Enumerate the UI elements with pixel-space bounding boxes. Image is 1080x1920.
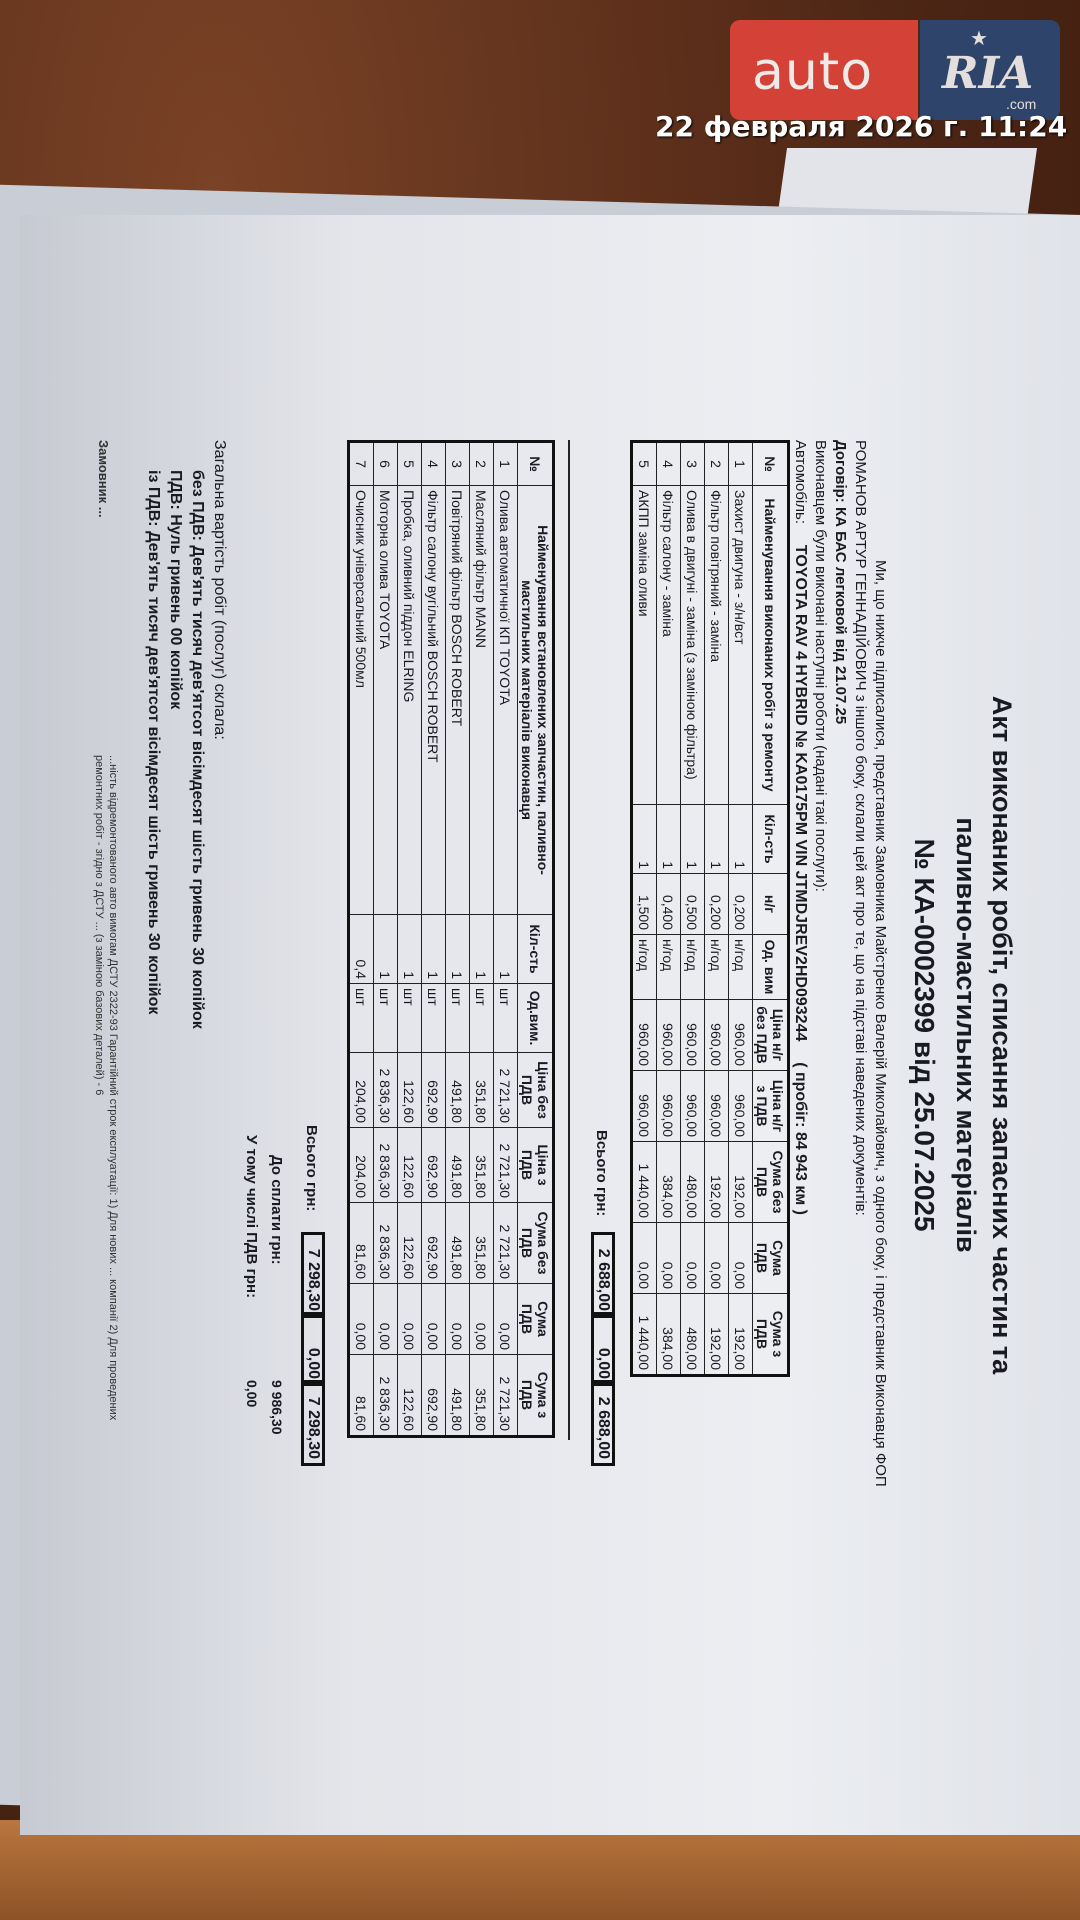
to-pay-label: До сплати грн: [268, 1155, 285, 1265]
cell: 0,00 [446, 1284, 470, 1355]
parts-table [347, 440, 555, 1438]
cell: 0,00 [705, 1223, 729, 1294]
cell: Олива в двигуні - заміна (з заміною фільтра) [681, 486, 705, 805]
cell: 6 [374, 442, 398, 486]
cell: 0,200 [705, 874, 729, 935]
cell: 192,00 [729, 1294, 753, 1376]
watermark-auto-text: auto [752, 42, 874, 102]
cell: 351,80 [470, 1203, 494, 1284]
cell: 692,90 [422, 1053, 446, 1128]
summary-line-3: ПДВ: Нуль гривень 00 копійок [167, 470, 184, 710]
cell: 960,00 [657, 1000, 681, 1071]
parts-col-price-vat: Ціна з ПДВ [518, 1128, 554, 1203]
table-row [705, 442, 729, 1376]
cell: 122,60 [398, 1203, 422, 1284]
cell: 692,90 [422, 1355, 446, 1437]
cell: 3 [446, 442, 470, 486]
photo-timestamp: 22 февраля 2026 г. 11:24 [655, 110, 1068, 143]
parts-col-sum-vat: Сума з ПДВ [518, 1355, 554, 1437]
cell: 960,00 [632, 1071, 657, 1142]
intro-line-2: РОМАНОВ АРТУР ГЕННАДІЙОВИЧ з іншого боку, склали цей акт про те, що на підставі наведених документів: [852, 440, 869, 1216]
cell: 480,00 [681, 1142, 705, 1223]
works-table [630, 440, 790, 1377]
works-total-sum: 2 688,00 [591, 1232, 615, 1318]
document-number: № КА-0002399 від 25.07.2025 [909, 838, 940, 1232]
cell: н/год [681, 935, 705, 1000]
cell: Олива автоматичної КП TOYOTA [494, 486, 518, 915]
cell: 2 [470, 442, 494, 486]
table-row [349, 442, 374, 1437]
intro-line-1: Ми, що нижче підписалися, представник Замовника Майстренко Валерій Миколайович, з одного боку, і представник Виконавця ФОП [872, 560, 889, 1487]
parts-col-qty: Кіл-сть [518, 915, 554, 984]
parts-total-label: Всього грн: [303, 1125, 320, 1212]
works-total-label: Всього грн: [593, 1130, 610, 1217]
car-value: TOYOTA RAV 4 HYBRID № KA0175PM VIN JTMDJREV2HD093244 [792, 544, 809, 1042]
cell: 692,90 [422, 1128, 446, 1203]
cell: 1,500 [632, 874, 657, 935]
parts-col-name: Найменування встановлених запчастин, паливно-мастильних матеріалів виконавця [518, 486, 554, 915]
works-col-name: Найменування виконаних робіт з ремонту [753, 486, 789, 805]
cell: 81,60 [349, 1355, 374, 1437]
cell: 1 440,00 [632, 1294, 657, 1376]
table-row [374, 442, 398, 1437]
cell: 480,00 [681, 1294, 705, 1376]
cell: 2 721,30 [494, 1203, 518, 1284]
cell: 960,00 [705, 1000, 729, 1071]
parts-col-vat: Сума ПДВ [518, 1284, 554, 1355]
cell: 1 [494, 442, 518, 486]
cell: 491,80 [446, 1053, 470, 1128]
cell: 81,60 [349, 1203, 374, 1284]
cell: шт [446, 984, 470, 1053]
cell: 122,60 [398, 1355, 422, 1437]
cell: 960,00 [681, 1071, 705, 1142]
cell: шт [422, 984, 446, 1053]
parts-total-sum-vat: 7 298,30 [301, 1380, 325, 1466]
parts-total-vat: 0,00 [301, 1312, 325, 1386]
table-row [470, 442, 494, 1437]
cell: Фільтр салону - заміна [657, 486, 681, 805]
cell: 5 [632, 442, 657, 486]
cell: 692,90 [422, 1203, 446, 1284]
cell: Захист двигуна - з/н/вст [729, 486, 753, 805]
parts-total-sum: 7 298,30 [301, 1232, 325, 1318]
cell: 351,80 [470, 1053, 494, 1128]
cell: 960,00 [729, 1000, 753, 1071]
cell: 1 [374, 915, 398, 984]
divider [568, 440, 570, 1440]
cell: 192,00 [705, 1142, 729, 1223]
star-icon: ★ [970, 28, 988, 50]
cell: шт [374, 984, 398, 1053]
works-col-sum-vat: Сума з ПДВ [753, 1294, 789, 1376]
parts-col-sum: Сума без ПДВ [518, 1203, 554, 1284]
works-col-hours: н/г [753, 874, 789, 935]
cell: Моторна олива TOYOTA [374, 486, 398, 915]
cell: 122,60 [398, 1128, 422, 1203]
cell: 2 [705, 442, 729, 486]
cell: шт [494, 984, 518, 1053]
cell: 0,00 [422, 1284, 446, 1355]
contract-line: Договір: КА БАС легковой від 21.07.25 [832, 440, 849, 725]
cell: 3 [681, 442, 705, 486]
cell: 2 836,30 [374, 1355, 398, 1437]
cell: шт [398, 984, 422, 1053]
cell: н/год [657, 935, 681, 1000]
table-row [632, 442, 657, 1376]
cell: 1 [705, 805, 729, 874]
watermark-com-text: .com [1006, 96, 1037, 112]
works-col-vat: Сума ПДВ [753, 1223, 789, 1294]
cell: АКПП заміна оливи [632, 486, 657, 805]
cell: 1 440,00 [632, 1142, 657, 1223]
cell: 2 721,30 [494, 1128, 518, 1203]
watermark-auto-panel [730, 20, 918, 120]
cell: 491,80 [446, 1355, 470, 1437]
vat-value: 0,00 [244, 1380, 260, 1408]
cell: 0,4 [349, 915, 374, 984]
cell: Масляний фільтр MANN [470, 486, 494, 915]
cell: 0,00 [681, 1223, 705, 1294]
works-col-unit: Од. вим [753, 935, 789, 1000]
cell: 5 [398, 442, 422, 486]
summary-line-4: із ПДВ: Дев'ять тисяч дев'ятсот вісімдесят шість гривень 30 копійок [145, 470, 162, 1015]
cell: 960,00 [681, 1000, 705, 1071]
signature-label: Замовник ... [96, 440, 111, 518]
summary-line-1: Загальна вартість робіт (послуг) склала: [211, 440, 228, 740]
cell: шт [349, 984, 374, 1053]
cell: 122,60 [398, 1053, 422, 1128]
autoria-watermark [730, 20, 1060, 120]
cell: 1 [681, 805, 705, 874]
cell: 0,00 [657, 1223, 681, 1294]
cell: 351,80 [470, 1128, 494, 1203]
table-row [398, 442, 422, 1437]
summary-line-2: без ПДВ: Дев'ять тисяч дев'ятсот вісімдесят шість гривень 30 копійок [189, 470, 206, 1029]
cell: 1 [470, 915, 494, 984]
document-title [948, 395, 1020, 1675]
cell: 960,00 [705, 1071, 729, 1142]
title-line-1: Акт виконаних робіт, списання запасних частин та [987, 695, 1017, 1375]
cell: 960,00 [729, 1071, 753, 1142]
cell: 1 [729, 442, 753, 486]
document-sheet [20, 215, 1080, 1835]
to-pay-value: 9 986,30 [269, 1380, 285, 1435]
cell: 2 836,30 [374, 1128, 398, 1203]
cell: 0,00 [374, 1284, 398, 1355]
warranty-note: ...ність відремонтованого авто вимогам ДСТУ 2322-93 Гарантійний строк експлуатації: 1) Для нових ... компанії 2) Для проведених ремонтних робіт - згідно з ДСТУ ... (з заміною базових деталей) - 6 [93, 755, 119, 1421]
cell: 7 [349, 442, 374, 486]
watermark-ria-panel [920, 20, 1060, 120]
cell: 0,00 [729, 1223, 753, 1294]
works-col-no: № [753, 442, 789, 486]
table-row [494, 442, 518, 1437]
cell: 384,00 [657, 1142, 681, 1223]
parts-col-price: Ціна без ПДВ [518, 1053, 554, 1128]
cell: 960,00 [657, 1071, 681, 1142]
parts-col-no: № [518, 442, 554, 486]
car-label: Автомобіль: [792, 440, 809, 525]
summary-block [142, 440, 230, 1640]
cell: 4 [657, 442, 681, 486]
cell: 0,00 [494, 1284, 518, 1355]
cell: 0,00 [349, 1284, 374, 1355]
cell: 2 836,30 [374, 1053, 398, 1128]
cell: 1 [422, 915, 446, 984]
table-row [422, 442, 446, 1437]
works-header-row [753, 442, 789, 1376]
works-col-price-vat: Ціна н/г з ПДВ [753, 1071, 789, 1142]
cell: 2 721,30 [494, 1053, 518, 1128]
cell: 204,00 [349, 1128, 374, 1203]
cell: 1 [494, 915, 518, 984]
cell: 2 721,30 [494, 1355, 518, 1437]
cell: 0,00 [398, 1284, 422, 1355]
cell: 1 [398, 915, 422, 984]
table-row [657, 442, 681, 1376]
cell: 1 [657, 805, 681, 874]
cell: 204,00 [349, 1053, 374, 1128]
car-line [790, 440, 810, 1670]
cell: 0,500 [681, 874, 705, 935]
cell: шт [470, 984, 494, 1053]
works-total-sum-vat: 2 688,00 [591, 1380, 615, 1466]
cell: Повітряний фільтр BOSCH ROBERT [446, 486, 470, 915]
table-row [681, 442, 705, 1376]
cell: 491,80 [446, 1203, 470, 1284]
parts-header-row [518, 442, 554, 1437]
cell: 0,00 [470, 1284, 494, 1355]
rotated-document [70, 395, 1020, 1675]
cell: Очисник універсальний 500мл [349, 486, 374, 915]
cell: Фільтр салону вугільний BOSCH ROBERT [422, 486, 446, 915]
cell: н/год [705, 935, 729, 1000]
works-col-price: Ціна н/г без ПДВ [753, 1000, 789, 1071]
table-row [446, 442, 470, 1437]
table-row [729, 442, 753, 1376]
table-edge [0, 1820, 1080, 1920]
cell: 1 [729, 805, 753, 874]
cell: 384,00 [657, 1294, 681, 1376]
cell: 491,80 [446, 1128, 470, 1203]
cell: 0,400 [657, 874, 681, 935]
mileage: ( пробіг: 84 943 км ) [792, 1062, 809, 1215]
cell: 351,80 [470, 1355, 494, 1437]
intro-text [790, 440, 890, 1670]
cell: Фільтр повітряний - заміна [705, 486, 729, 805]
performed-line: Виконавцем були виконані наступні роботи (надані такі послуги): [812, 440, 829, 892]
cell: 960,00 [632, 1000, 657, 1071]
title-line-2: паливно-мастильних матеріалів [951, 817, 981, 1253]
cell: н/год [729, 935, 753, 1000]
works-total-vat: 0,00 [591, 1312, 615, 1386]
cell: 192,00 [729, 1142, 753, 1223]
works-col-qty: Кіл-сть [753, 805, 789, 874]
cell: 0,00 [632, 1223, 657, 1294]
cell: 4 [422, 442, 446, 486]
cell: Пробка, оливний піддон ELRING [398, 486, 422, 915]
cell: 1 [446, 915, 470, 984]
cell: н/год [632, 935, 657, 1000]
parts-col-unit: Од.вим. [518, 984, 554, 1053]
cell: 1 [632, 805, 657, 874]
cell: 2 836,30 [374, 1203, 398, 1284]
vat-label: У тому числі ПДВ грн: [243, 1135, 260, 1299]
cell: 0,200 [729, 874, 753, 935]
watermark-ria-text: RIA [942, 48, 1034, 99]
cell: 192,00 [705, 1294, 729, 1376]
works-col-sum: Сума без ПДВ [753, 1142, 789, 1223]
